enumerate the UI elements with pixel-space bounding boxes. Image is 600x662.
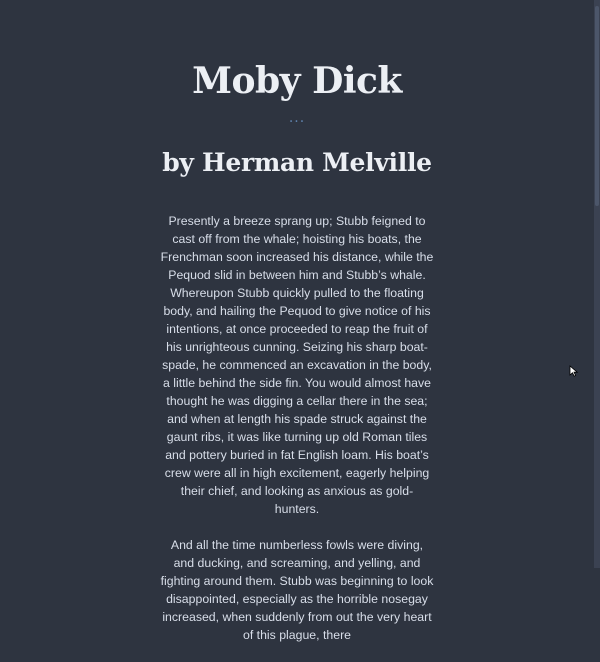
vertical-scrollbar[interactable] [594,0,600,568]
book-title: Moby Dick [192,60,402,102]
mouse-pointer-icon [569,365,579,377]
book-author: by Herman Melville [162,148,432,177]
paragraph: Presently a breeze sprang up; Stubb feigned to cast off from the whale; hoisting his boats, the Frenchman soon increased his distance, while the Pequod slid in between him and Stubb’s whale. Whereupon Stubb quickly pulled to the floating body, and hailing the Pequod to give notice of his intentions, at once proceeded to reap the fruit of his unrighteous cunning. Seizing his sharp boat-spade, he commenced an excavation in the body, a little behind the side fin. You would almost have thought he was digging a cellar there in the sea; and when at length his spade struck against the gaunt ribs, it was like turning up old Roman tiles and pottery buried in fat English loam. His boat’s crew were all in high excitement, eagerly helping their chief, and looking as anxious as gold-hunters. [160,214,434,516]
book-text [159,212,435,644]
title-ornament: ... [288,110,306,126]
paragraph: And all the time numberless fowls were diving, and ducking, and screaming, and yelling, and fighting around them. Stubb was beginning to look disappointed, especially as the horrible nosegay increased, when suddenly from out the very heart of this plague, there [160,538,434,642]
scrollbar-thumb[interactable] [595,6,599,206]
